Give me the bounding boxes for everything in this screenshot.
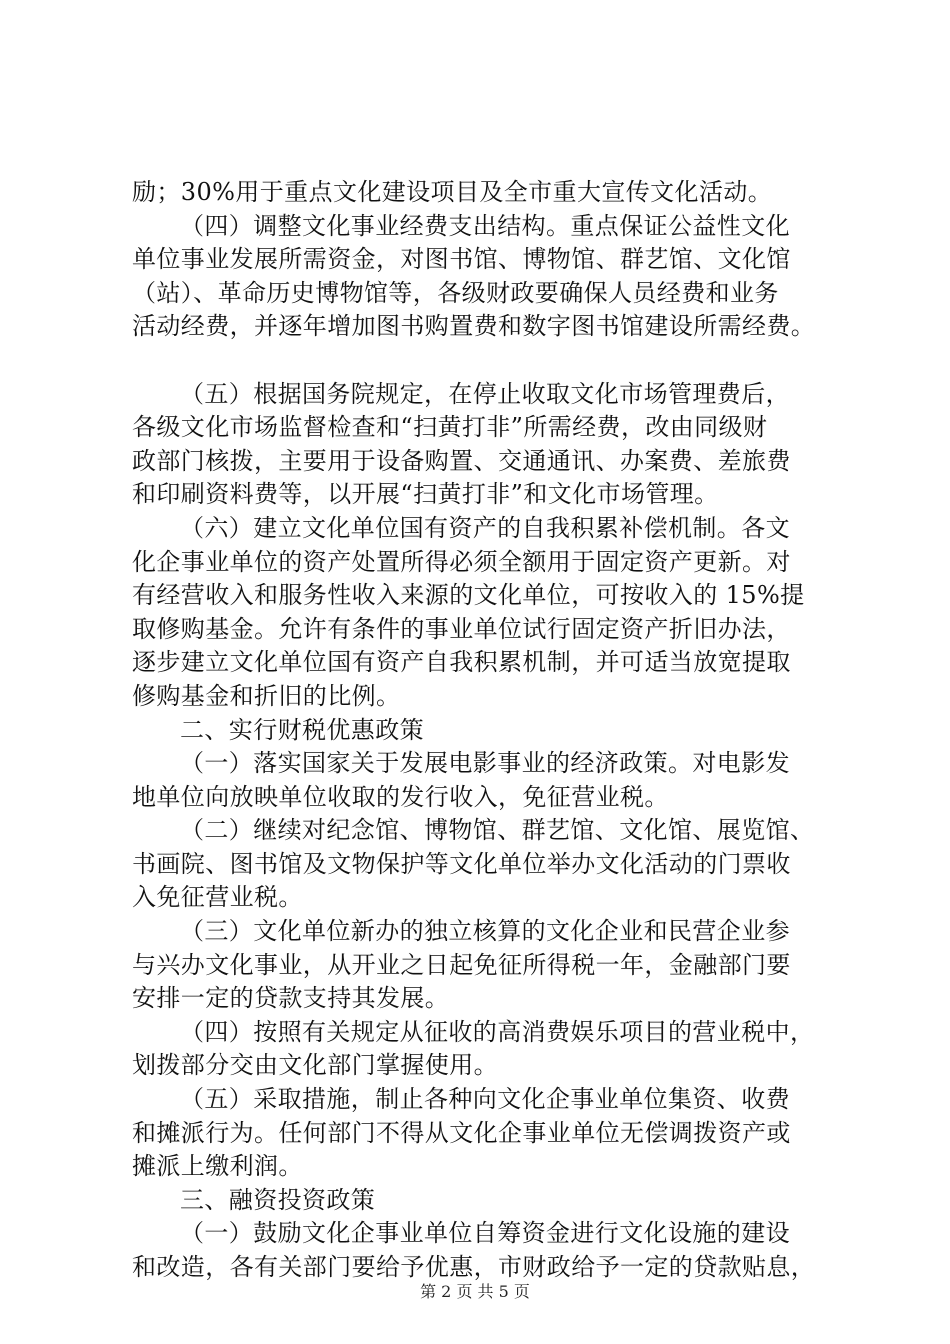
text-line: 有经营收入和服务性收入来源的文化单位，可按收入的 15%提 bbox=[132, 581, 805, 610]
text-line: 摊派上缴利润。 bbox=[132, 1152, 303, 1181]
text-line: 取修购基金。允许有条件的事业单位试行固定资产折旧办法， bbox=[132, 614, 791, 643]
text-line: 活动经费，并逐年增加图书购置费和数字图书馆建设所需经费。 bbox=[132, 312, 816, 341]
text-line: 逐步建立文化单位国有资产自我积累机制，并可适当放宽提取 bbox=[132, 648, 791, 677]
text-line: 和改造，各有关部门要给予优惠，市财政给予一定的贷款贴息， bbox=[132, 1253, 816, 1281]
text-line: 单位事业发展所需资金，对图书馆、博物馆、群艺馆、文化馆 bbox=[132, 245, 791, 274]
blank-line bbox=[132, 344, 832, 378]
text-line: 修购基金和折旧的比例。 bbox=[132, 681, 401, 710]
text-line: （二）继续对纪念馆、博物馆、群艺馆、文化馆、展览馆、 bbox=[180, 816, 815, 845]
page-footer: 第 2 页 共 5 页 bbox=[420, 1282, 530, 1301]
text-line: 化企事业单位的资产处置所得必须全额用于固定资产更新。对 bbox=[132, 547, 791, 576]
text-line: 与兴办文化事业，从开业之日起免征所得税一年，金融部门要 bbox=[132, 950, 791, 979]
text-line: 励；30%用于重点文化建设项目及全市重大宣传文化活动。 bbox=[132, 178, 773, 206]
text-line: （一）鼓励文化企事业单位自筹资金进行文化设施的建设 bbox=[180, 1219, 790, 1248]
text-line: 安排一定的贷款支持其发展。 bbox=[132, 984, 450, 1013]
text-line: 划拨部分交由文化部门掌握使用。 bbox=[132, 1051, 498, 1080]
text-line: 地单位向放映单位收取的发行收入，免征营业税。 bbox=[132, 782, 669, 811]
text-line: （一）落实国家关于发展电影事业的经济政策。对电影发 bbox=[180, 749, 790, 778]
text-line: （六）建立文化单位国有资产的自我积累补偿机制。各文 bbox=[180, 513, 790, 542]
text-line: 二、实行财税优惠政策 bbox=[180, 715, 424, 744]
text-line: 书画院、图书馆及文物保护等文化单位举办文化活动的门票收 bbox=[132, 849, 791, 878]
text-line: 和印刷资料费等，以开展“扫黄打非”和文化市场管理。 bbox=[132, 480, 719, 509]
text-line: 各级文化市场监督检查和“扫黄打非”所需经费，改由同级财 bbox=[132, 413, 768, 442]
text-line: 和摊派行为。任何部门不得从文化企事业单位无偿调拨资产或 bbox=[132, 1118, 791, 1147]
text-line: （三）文化单位新办的独立核算的文化企业和民营企业参 bbox=[180, 917, 790, 946]
text-line: 入免征营业税。 bbox=[132, 883, 303, 912]
text-line: （五）根据国务院规定，在停止收取文化市场管理费后， bbox=[180, 379, 790, 408]
text-line: （四）按照有关规定从征收的高消费娱乐项目的营业税中， bbox=[180, 1017, 815, 1046]
text-line: 政部门核拨，主要用于设备购置、交通通讯、办案费、差旅费 bbox=[132, 446, 791, 475]
text-line: （五）采取措施，制止各种向文化企事业单位集资、收费 bbox=[180, 1085, 790, 1114]
document-body bbox=[132, 176, 832, 1285]
text-line: （四）调整文化事业经费支出结构。重点保证公益性文化 bbox=[180, 211, 790, 240]
text-line: 三、融资投资政策 bbox=[180, 1185, 376, 1214]
text-line: （站）、革命历史博物馆等，各级财政要确保人员经费和业务 bbox=[132, 278, 779, 307]
